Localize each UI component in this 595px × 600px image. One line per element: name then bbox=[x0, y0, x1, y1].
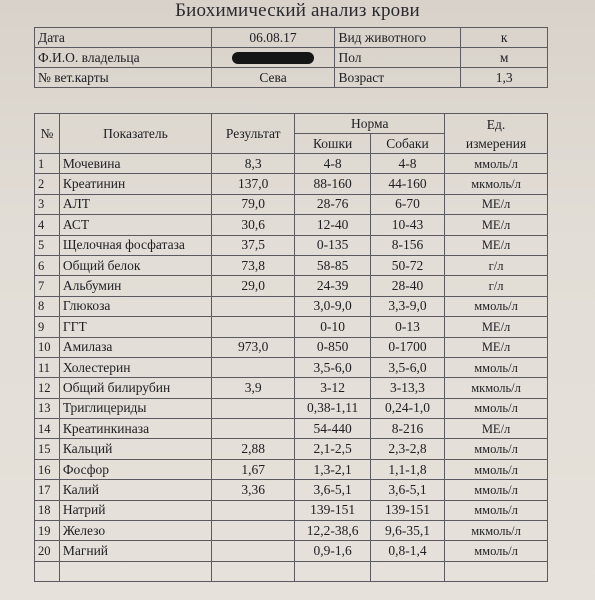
unit-value: ммоль/л bbox=[445, 296, 548, 316]
result-value bbox=[212, 357, 295, 377]
norm-cats: 24-39 bbox=[295, 276, 370, 296]
indicator-name: Общий белок bbox=[59, 255, 211, 275]
row-number: 10 bbox=[35, 337, 60, 357]
table-row bbox=[35, 398, 548, 418]
info-label: Пол bbox=[335, 48, 461, 68]
result-value: 30,6 bbox=[212, 215, 295, 235]
norm-cats: 139-151 bbox=[295, 500, 370, 520]
norm-cats: 3,0-9,0 bbox=[295, 296, 370, 316]
unit-value: ммоль/л bbox=[445, 357, 548, 377]
table-row bbox=[35, 296, 548, 316]
header-dogs: Собаки bbox=[370, 134, 444, 154]
table-row bbox=[35, 154, 548, 174]
result-value: 973,0 bbox=[212, 337, 295, 357]
table-row bbox=[35, 439, 548, 459]
table-row bbox=[35, 521, 548, 541]
unit-value: МЕ/л bbox=[445, 235, 548, 255]
result-value bbox=[212, 419, 295, 439]
header-cats: Кошки bbox=[295, 134, 370, 154]
table-row bbox=[35, 235, 548, 255]
unit-value: МЕ/л bbox=[445, 194, 548, 214]
result-value: 2,88 bbox=[212, 439, 295, 459]
result-value: 3,9 bbox=[212, 378, 295, 398]
info-value: 1,3 bbox=[461, 68, 548, 88]
norm-cats: 3-12 bbox=[295, 378, 370, 398]
norm-cats: 0-10 bbox=[295, 317, 370, 337]
row-number: 1 bbox=[35, 154, 60, 174]
norm-cats: 58-85 bbox=[295, 255, 370, 275]
unit-value: мкмоль/л bbox=[445, 521, 548, 541]
norm-dogs: 28-40 bbox=[370, 276, 444, 296]
unit-value: ммоль/л bbox=[445, 154, 548, 174]
result-value: 73,8 bbox=[212, 255, 295, 275]
unit-value: мкмоль/л bbox=[445, 174, 548, 194]
row-number: 12 bbox=[35, 378, 60, 398]
header-unit bbox=[445, 114, 548, 154]
result-value bbox=[212, 500, 295, 520]
norm-dogs: 8-216 bbox=[370, 419, 444, 439]
result-value: 37,5 bbox=[212, 235, 295, 255]
norm-dogs: 0,8-1,4 bbox=[370, 541, 444, 561]
indicator-name: Альбумин bbox=[59, 276, 211, 296]
info-row bbox=[35, 28, 548, 48]
indicator-name: Щелочная фосфатаза bbox=[59, 235, 211, 255]
results-table bbox=[34, 113, 548, 582]
table-row-cut bbox=[35, 561, 548, 581]
page-title: Биохимический анализ крови bbox=[175, 0, 420, 21]
norm-cats: 12,2-38,6 bbox=[295, 521, 370, 541]
indicator-name: АСТ bbox=[59, 215, 211, 235]
info-label: Возраст bbox=[335, 68, 461, 88]
norm-dogs: 9,6-35,1 bbox=[370, 521, 444, 541]
norm-dogs: 0-13 bbox=[370, 317, 444, 337]
unit-value: мкмоль/л bbox=[445, 378, 548, 398]
norm-dogs: 50-72 bbox=[370, 255, 444, 275]
result-value: 29,0 bbox=[212, 276, 295, 296]
info-value: 06.08.17 bbox=[211, 28, 335, 48]
info-value: м bbox=[461, 48, 548, 68]
row-number: 17 bbox=[35, 480, 60, 500]
unit-value: ммоль/л bbox=[445, 480, 548, 500]
row-number: 7 bbox=[35, 276, 60, 296]
empty-cell bbox=[295, 561, 370, 581]
table-row bbox=[35, 357, 548, 377]
header-unit-line2: измерения bbox=[465, 135, 527, 151]
indicator-name: Глюкоза bbox=[59, 296, 211, 316]
info-row bbox=[35, 48, 548, 68]
table-row bbox=[35, 174, 548, 194]
table-row bbox=[35, 215, 548, 235]
result-value bbox=[212, 398, 295, 418]
header-result: Результат bbox=[212, 114, 295, 154]
empty-cell bbox=[212, 561, 295, 581]
unit-value: ммоль/л bbox=[445, 459, 548, 479]
info-label: Дата bbox=[35, 28, 212, 48]
row-number: 9 bbox=[35, 317, 60, 337]
norm-dogs: 10-43 bbox=[370, 215, 444, 235]
norm-dogs: 3,6-5,1 bbox=[370, 480, 444, 500]
result-value bbox=[212, 541, 295, 561]
unit-value: МЕ/л bbox=[445, 317, 548, 337]
indicator-name: АЛТ bbox=[59, 194, 211, 214]
row-number: 4 bbox=[35, 215, 60, 235]
table-row bbox=[35, 255, 548, 275]
unit-value: МЕ/л bbox=[445, 419, 548, 439]
info-value bbox=[211, 48, 335, 68]
norm-cats: 1,3-2,1 bbox=[295, 459, 370, 479]
header-unit-line1: Ед. bbox=[486, 116, 506, 132]
norm-dogs: 3,3-9,0 bbox=[370, 296, 444, 316]
norm-dogs: 3,5-6,0 bbox=[370, 357, 444, 377]
result-value: 8,3 bbox=[212, 154, 295, 174]
row-number: 20 bbox=[35, 541, 60, 561]
row-number: 3 bbox=[35, 194, 60, 214]
norm-cats: 12-40 bbox=[295, 215, 370, 235]
indicator-name: Фосфор bbox=[59, 459, 211, 479]
row-number: 2 bbox=[35, 174, 60, 194]
indicator-name: Мочевина bbox=[59, 154, 211, 174]
info-label: Ф.И.О. владельца bbox=[35, 48, 212, 68]
indicator-name: Натрий bbox=[59, 500, 211, 520]
empty-cell bbox=[59, 561, 211, 581]
norm-cats: 0-850 bbox=[295, 337, 370, 357]
norm-dogs: 1,1-1,8 bbox=[370, 459, 444, 479]
unit-value: МЕ/л bbox=[445, 215, 548, 235]
indicator-name: Креатинин bbox=[59, 174, 211, 194]
result-value: 137,0 bbox=[212, 174, 295, 194]
norm-dogs: 44-160 bbox=[370, 174, 444, 194]
result-value bbox=[212, 521, 295, 541]
indicator-name: Креатинкиназа bbox=[59, 419, 211, 439]
result-value: 1,67 bbox=[212, 459, 295, 479]
norm-dogs: 139-151 bbox=[370, 500, 444, 520]
table-row bbox=[35, 419, 548, 439]
info-value: Сева bbox=[211, 68, 335, 88]
norm-cats: 3,6-5,1 bbox=[295, 480, 370, 500]
table-row bbox=[35, 541, 548, 561]
header-norm: Норма bbox=[295, 114, 445, 134]
indicator-name: Кальций bbox=[59, 439, 211, 459]
row-number: 6 bbox=[35, 255, 60, 275]
indicator-name: Амилаза bbox=[59, 337, 211, 357]
norm-dogs: 2,3-2,8 bbox=[370, 439, 444, 459]
table-row bbox=[35, 378, 548, 398]
unit-value: ммоль/л bbox=[445, 439, 548, 459]
result-value: 3,36 bbox=[212, 480, 295, 500]
norm-cats: 54-440 bbox=[295, 419, 370, 439]
empty-cell bbox=[370, 561, 444, 581]
result-value bbox=[212, 296, 295, 316]
norm-cats: 88-160 bbox=[295, 174, 370, 194]
unit-value: ммоль/л bbox=[445, 500, 548, 520]
info-row bbox=[35, 68, 548, 88]
unit-value: ммоль/л bbox=[445, 541, 548, 561]
row-number: 19 bbox=[35, 521, 60, 541]
redaction-mark bbox=[232, 52, 314, 64]
norm-cats: 0-135 bbox=[295, 235, 370, 255]
table-row bbox=[35, 194, 548, 214]
header-number: № bbox=[35, 114, 60, 154]
norm-dogs: 8-156 bbox=[370, 235, 444, 255]
patient-info-table bbox=[34, 27, 548, 88]
norm-dogs: 6-70 bbox=[370, 194, 444, 214]
table-row bbox=[35, 317, 548, 337]
norm-cats: 4-8 bbox=[295, 154, 370, 174]
table-row bbox=[35, 337, 548, 357]
row-number: 13 bbox=[35, 398, 60, 418]
empty-cell bbox=[445, 561, 548, 581]
unit-value: г/л bbox=[445, 276, 548, 296]
row-number: 15 bbox=[35, 439, 60, 459]
table-row bbox=[35, 459, 548, 479]
unit-value: ммоль/л bbox=[445, 398, 548, 418]
unit-value: МЕ/л bbox=[445, 337, 548, 357]
norm-dogs: 0-1700 bbox=[370, 337, 444, 357]
row-number: 5 bbox=[35, 235, 60, 255]
norm-dogs: 3-13,3 bbox=[370, 378, 444, 398]
indicator-name: Холестерин bbox=[59, 357, 211, 377]
norm-dogs: 4-8 bbox=[370, 154, 444, 174]
norm-cats: 3,5-6,0 bbox=[295, 357, 370, 377]
row-number: 16 bbox=[35, 459, 60, 479]
norm-cats: 28-76 bbox=[295, 194, 370, 214]
indicator-name: Железо bbox=[59, 521, 211, 541]
table-row bbox=[35, 480, 548, 500]
norm-cats: 0,9-1,6 bbox=[295, 541, 370, 561]
table-row bbox=[35, 500, 548, 520]
indicator-name: Общий билирубин bbox=[59, 378, 211, 398]
header-indicator: Показатель bbox=[59, 114, 211, 154]
unit-value: г/л bbox=[445, 255, 548, 275]
info-label: № вет.карты bbox=[35, 68, 212, 88]
indicator-name: ГГТ bbox=[59, 317, 211, 337]
empty-cell bbox=[35, 561, 60, 581]
norm-cats: 0,38-1,11 bbox=[295, 398, 370, 418]
row-number: 11 bbox=[35, 357, 60, 377]
info-value: к bbox=[461, 28, 548, 48]
info-label: Вид животного bbox=[335, 28, 461, 48]
result-value: 79,0 bbox=[212, 194, 295, 214]
row-number: 8 bbox=[35, 296, 60, 316]
indicator-name: Калий bbox=[59, 480, 211, 500]
result-value bbox=[212, 317, 295, 337]
norm-dogs: 0,24-1,0 bbox=[370, 398, 444, 418]
indicator-name: Магний bbox=[59, 541, 211, 561]
norm-cats: 2,1-2,5 bbox=[295, 439, 370, 459]
table-row bbox=[35, 276, 548, 296]
row-number: 18 bbox=[35, 500, 60, 520]
row-number: 14 bbox=[35, 419, 60, 439]
indicator-name: Триглицериды bbox=[59, 398, 211, 418]
